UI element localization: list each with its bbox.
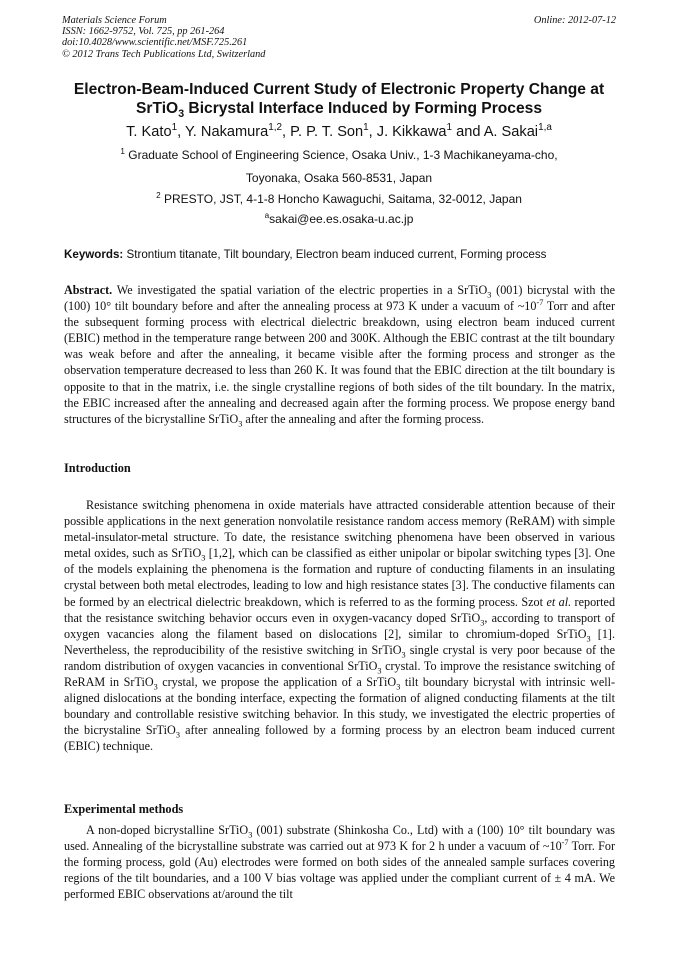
abstract-paragraph (64, 282, 615, 427)
title-line-2 (50, 100, 628, 119)
subscript: 3 (480, 618, 485, 628)
email-mark: a (264, 211, 270, 220)
abstract-text: after the annealing and after the forming process. (242, 411, 485, 426)
intro-text: after annealing followed by a forming process by an electron beam induced current (EBIC) technique. (64, 723, 616, 754)
methods-text: A non-doped bicrystalline SrTiO (86, 823, 249, 837)
title-subscript: 3 (178, 107, 185, 120)
intro-text: crystal, we propose the application of a SrTiO (157, 675, 397, 690)
methods-paragraph (64, 822, 615, 902)
doi-line: doi:10.4028/www.scientific.net/MSF.725.261 (62, 37, 248, 49)
introduction-paragraph (64, 497, 615, 755)
intro-text: [1,2], which can be classified as either unipolar or bipolar switching types [3]. One of the models explaining the phenomena is the formation and rupture of conducting filaments in an insulating crystal between both metal electrodes, leading to low and high resistance states [3]. The conductive filaments can be formed by an electrical dielectric breakdown, which is referred to as the forming process. Szot (64, 546, 615, 609)
keywords-line (64, 248, 624, 262)
methods-text: (001) substrate (Shinkosha Co., Ltd) with a (100) 10° tilt boundary was used. Annealing of the bicrystalline substrate was carried out at 973 K for 2 h under a vacuum of ~10 (64, 823, 616, 854)
subscript: 3 (201, 553, 206, 563)
affiliation-mark: 1 (120, 147, 125, 156)
author-separator: , (177, 124, 185, 140)
author-affil-mark: 1 (446, 122, 453, 134)
affiliation-text: PRESTO, JST, 4-1-8 Honcho Kawaguchi, Saitama, 32-0012, Japan (160, 192, 522, 206)
intro-italic: et al. (546, 594, 572, 609)
superscript: -7 (536, 298, 544, 308)
author-name: Y. Nakamura (184, 124, 269, 140)
online-date: Online: 2012-07-12 (533, 15, 616, 26)
author-name: A. Sakai (483, 124, 539, 140)
intro-text: [1]. Nevertheless, the reproducibility of the resistive switching in SrTiO (64, 626, 616, 657)
author-name: J. Kikkawa (376, 124, 447, 140)
subscript: 3 (586, 634, 591, 644)
author-affil-mark: 1,2 (268, 122, 283, 134)
author-affil-mark: 1,a (538, 122, 552, 134)
author-separator: , (368, 124, 377, 140)
abstract-text: (001) bicrystal with the (100) 10° tilt boundary before and after the annealing process at 973 K under a vacuum of ~10 (64, 283, 615, 314)
email-address[interactable]: sakai@ee.es.osaka-u.ac.jp (269, 212, 414, 226)
author-separator: , (282, 124, 291, 140)
intro-text: single crystal is very poor because of the random distribution of oxygen vacancies in conventional SrTiO (64, 642, 616, 673)
copyright-line: © 2012 Trans Tech Publications Ltd, Switzerland (62, 48, 266, 60)
author-list (40, 124, 638, 141)
intro-text: Resistance switching phenomena in oxide materials have attracted considerable attention because of their possible applications in the next generation nonvolatile resistance random access memory (ReRAM) with simple metal-insulator-metal structure. To date, the resistance switching phenomena have been observed in various metal oxides, such as SrTiO (64, 498, 615, 561)
issn-line: ISSN: 1662-9752, Vol. 725, pp 261-264 (62, 26, 225, 38)
subscript: 3 (238, 419, 243, 429)
corresponding-email (40, 212, 638, 226)
title-formula: SrTiO (136, 99, 179, 117)
author-name: T. Kato (126, 124, 172, 140)
subscript: 3 (377, 666, 382, 676)
subscript: 3 (153, 682, 158, 692)
methods-block (64, 822, 615, 902)
author-name: P. P. T. Son (290, 124, 364, 140)
journal-name: Materials Science Forum (62, 15, 167, 26)
author-affil-mark: 1 (363, 122, 369, 134)
abstract-text: We investigated the spatial variation of the electric properties in a SrTiO (112, 283, 488, 297)
subscript: 3 (401, 650, 406, 660)
intro-text: tilt boundary bicrystal with intrinsic well-aligned dislocations at the bonding interface, expecting the formation of aligned conducting filaments at the tilt boundary and controllable resistive switching behavior. In this study, we investigated the electric properties of the bicrystaline SrTiO (64, 675, 615, 738)
abstract-label: Abstract. (64, 283, 113, 297)
affiliation-1-cont: Toyonaka, Osaka 560-8531, Japan (245, 171, 433, 185)
journal-header (62, 15, 616, 60)
affiliation-1 (40, 148, 638, 162)
title-rest: Bicrystal Interface Induced by Forming Process (184, 99, 542, 117)
intro-text: reported that the resistance switching behavior occurs even in oxygen-vacancy doped SrTiO (64, 594, 616, 625)
subscript: 3 (487, 290, 492, 300)
keywords-text: Strontium titanate, Tilt boundary, Electron beam induced current, Forming process (123, 248, 547, 261)
title-line-1: Electron-Beam-Induced Current Study of Electronic Property Change at (73, 81, 605, 98)
abstract-block (64, 282, 615, 427)
subscript: 3 (248, 830, 253, 840)
affiliation-text: Graduate School of Engineering Science, Osaka Univ., 1-3 Machikaneyama-cho, (124, 148, 558, 162)
section-heading-introduction: Introduction (64, 461, 131, 475)
section-heading-experimental-methods: Experimental methods (64, 802, 184, 816)
intro-text: , according to transport of oxygen vacancies along the filament based on dislocations [2], similar to chromium-doped SrTiO (64, 610, 615, 641)
author-affil-mark: 1 (171, 122, 178, 134)
keywords-label: Keywords: (64, 248, 124, 261)
affiliation-2 (40, 192, 638, 206)
subscript: 3 (396, 682, 401, 692)
abstract-text: Torr and after the subsequent forming process with electrical dielectric breakdown, using electron beam induced current (EBIC) method in the temperature range between 200 and 300K. Although the EBIC contrast at the tilt boundary was weak before and after the annealing, it became visible after the forming process and stronger as the observation temperature decreased to less than 260 K. It was found that the EBIC direction at the tilt boundary is opposite to that in the matrix, i.e. the single crystalline regions of both sides of the tilt boundary. In the matrix, the EBIC increased after the annealing and decreased again after the forming process. We propose energy band structures of the bicrystalline SrTiO (64, 299, 615, 426)
superscript: -7 (561, 838, 569, 848)
methods-text: Torr. For the forming process, gold (Au) electrodes were formed on both sides of the annealed sample surfaces covering regions of the tilt boundaries, and a 100 V bias voltage was applied under the compliant current of ± 4 mA. We performed EBIC observations at/around the tilt (64, 839, 615, 902)
intro-text: crystal. To improve the resistance switching of ReRAM in SrTiO (64, 658, 615, 690)
paper-title (50, 81, 628, 118)
introduction-block (64, 497, 615, 755)
affiliation-mark: 2 (156, 191, 161, 200)
subscript: 3 (175, 730, 180, 740)
author-separator: and (452, 124, 484, 140)
